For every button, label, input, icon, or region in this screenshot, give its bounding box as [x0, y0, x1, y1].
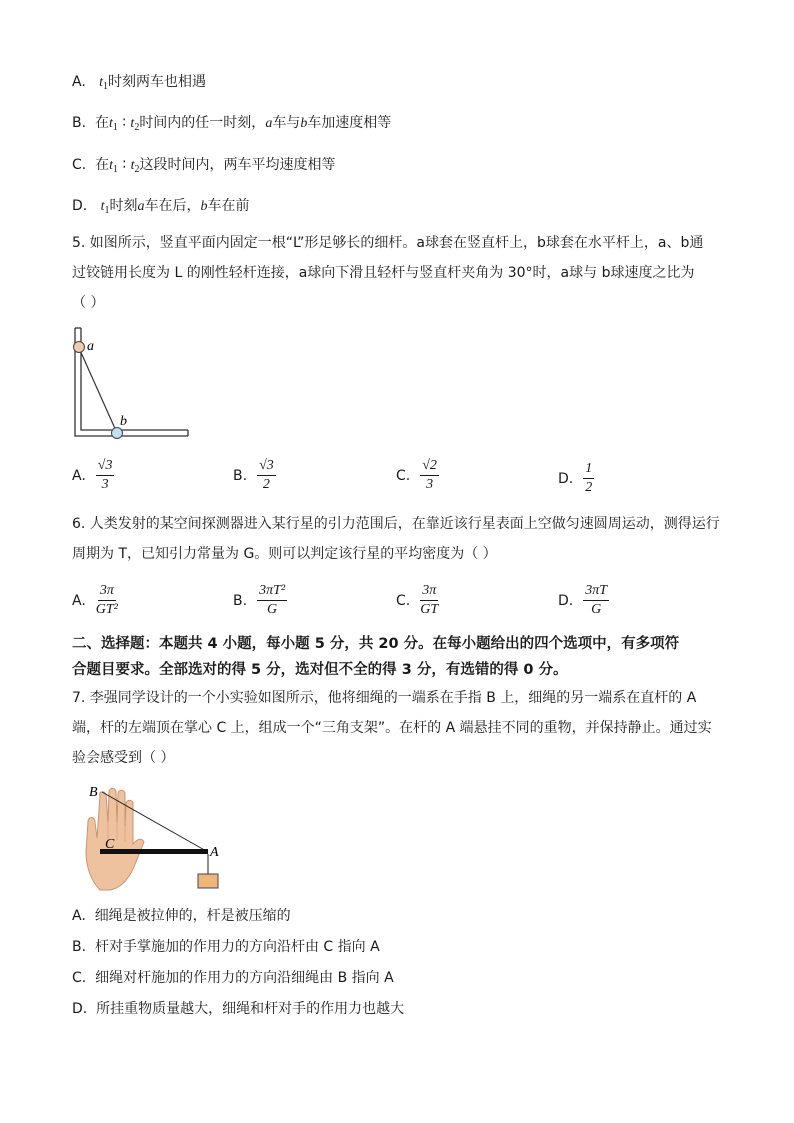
q4-option-a: A. $t_1$时刻两车也相遇 — [72, 74, 207, 92]
q6-option-b: B. $\frac{\text{3πT²}}{G}$ — [233, 583, 286, 617]
q7-option-d: D. 所挂重物质量越大，细绳和杆对手的作用力也越大 — [72, 1001, 405, 1017]
q7-option-a: A. 细绳是被拉伸的，杆是被压缩的 — [72, 908, 291, 924]
q6-stem-line-1: 6. 人类发射的某空间探测器进入某行星的引力范围后，在靠近该行星表面上空做匀速圆周运动，测得运行 — [72, 516, 720, 532]
q7-triangle-support-figure — [78, 782, 228, 894]
label-a: a — [87, 339, 94, 354]
q5-option-b: B. $\frac{√3}{2}$ — [233, 458, 274, 492]
rod-c-to-a — [100, 849, 208, 854]
q7-option-c: C. 细绳对杆施加的作用力的方向沿细绳由 B 指向 A — [72, 970, 394, 986]
q5-stem-line-1: 5. 如图所示，竖直平面内固定一根“L”形足够长的细杆。a球套在竖直杆上，b球套在水平杆上，a、b通 — [72, 235, 704, 251]
q6-stem-line-2: 周期为 T，已知引力常量为 G。则可以判定该行星的平均密度为（ ） — [72, 546, 497, 562]
label-b: B — [89, 785, 98, 800]
q7-stem-line-2: 端，杆的左端顶在掌心 C 上，组成一个“三角支架”。在杆的 A 端悬挂不同的重物，并保持静止。通过实 — [72, 720, 712, 736]
hanging-weight — [198, 874, 218, 888]
hand-illustration — [86, 788, 144, 890]
light-rod — [79, 348, 117, 433]
q4-option-d: D. $t_1$时刻a车在后，b车在前 — [72, 198, 250, 216]
q5-option-a: A. $\frac{√3}{3}$ — [72, 458, 113, 492]
q6-option-a: A. $\frac{3\pi}{\text{GT²}}$ — [72, 583, 118, 617]
label-c: C — [105, 837, 115, 852]
q4-option-c: C. 在$t_1$ ∶ $t_2$这段时间内，两车平均速度相等 — [72, 157, 336, 175]
label-a: A — [210, 845, 219, 860]
q6-option-d: D. $\frac{3\pi T}{G}$ — [558, 583, 608, 617]
section-2-heading-line-1: 二、选择题：本题共 4 小题，每小题 5 分，共 20 分。在每小题给出的四个选项中，有多项符 — [72, 636, 680, 652]
q5-option-c: C. $\frac{√2}{3}$ — [396, 458, 437, 492]
q5-stem-line-3: （ ） — [72, 295, 105, 311]
q7-option-b: B. 杆对手掌施加的作用力的方向沿杆由 C 指向 A — [72, 939, 380, 955]
q6-option-c: C. $\frac{3\pi}{GT}$ — [396, 583, 439, 617]
q5-l-rod-figure — [70, 322, 195, 442]
ball-b — [112, 428, 123, 439]
l-rod-inner — [81, 328, 188, 430]
ball-a — [74, 342, 85, 353]
label-b: b — [120, 414, 127, 429]
q7-stem-line-3: 验会感受到（ ） — [72, 750, 175, 766]
q4-option-b: B. 在$t_1$ ∶ $t_2$时间内的任一时刻，a车与b车加速度相等 — [72, 115, 392, 133]
q7-stem-line-1: 7. 李强同学设计的一个小实验如图所示，他将细绳的一端系在手指 B 上，细绳的另一端系在直杆的 A — [72, 690, 697, 706]
q5-stem-line-2: 过铰链用长度为 L 的刚性轻杆连接，a球向下滑且轻杆与竖直杆夹角为 30°时，a球与 b球速度之比为 — [72, 265, 695, 281]
section-2-heading-line-2: 合题目要求。全部选对的得 5 分，选对但不全的得 3 分，有选错的得 0 分。 — [72, 662, 568, 678]
q5-option-d: D. $\frac{1}{2}$ — [558, 461, 593, 495]
